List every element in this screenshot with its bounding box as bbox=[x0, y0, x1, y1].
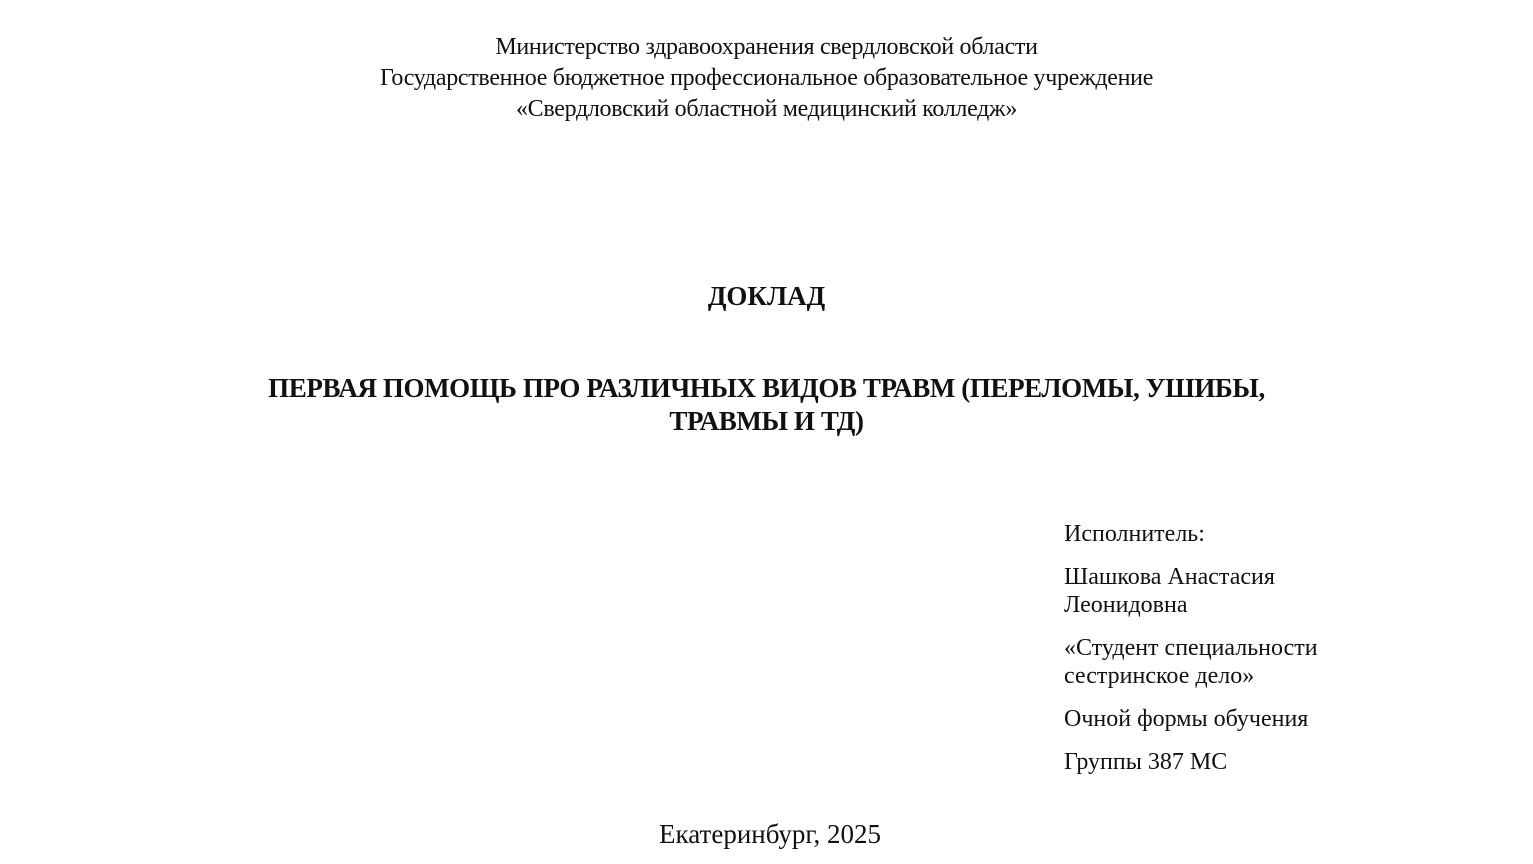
author-label: Исполнитель: bbox=[1064, 521, 1205, 547]
author-status-line-2: сестринское дело» bbox=[1064, 663, 1255, 689]
author-name-line-1: Шашкова Анастасия bbox=[1064, 564, 1275, 590]
document-title-line-2: ТРАВМЫ И ТД) bbox=[669, 406, 864, 436]
document-title-line-1: ПЕРВАЯ ПОМОЩЬ ПРО РАЗЛИЧНЫХ ВИДОВ ТРАВМ (ПЕРЕЛОМЫ, УШИБЫ, bbox=[268, 373, 1265, 403]
college-name: «Свердловский областной медицинский колледж» bbox=[515, 96, 1018, 122]
group-number: Группы 387 МС bbox=[1064, 749, 1228, 775]
author-name-line-2: Леонидовна bbox=[1064, 592, 1188, 618]
institution-type: Государственное бюджетное профессиональное образовательное учреждение bbox=[379, 65, 1154, 91]
author-status-line-1: «Студент специальности bbox=[1064, 635, 1318, 661]
author-name bbox=[1064, 563, 1504, 619]
city-year: Екатеринбург, 2025 bbox=[659, 819, 881, 849]
study-form: Очной формы обучения bbox=[1064, 706, 1309, 732]
document-type: ДОКЛАД bbox=[707, 281, 826, 311]
ministry-name: Министерство здравоохранения свердловской области bbox=[495, 34, 1038, 60]
document-title bbox=[0, 372, 1533, 438]
institution-header bbox=[0, 32, 1533, 125]
author-status bbox=[1064, 634, 1504, 690]
author-block bbox=[1064, 520, 1504, 791]
